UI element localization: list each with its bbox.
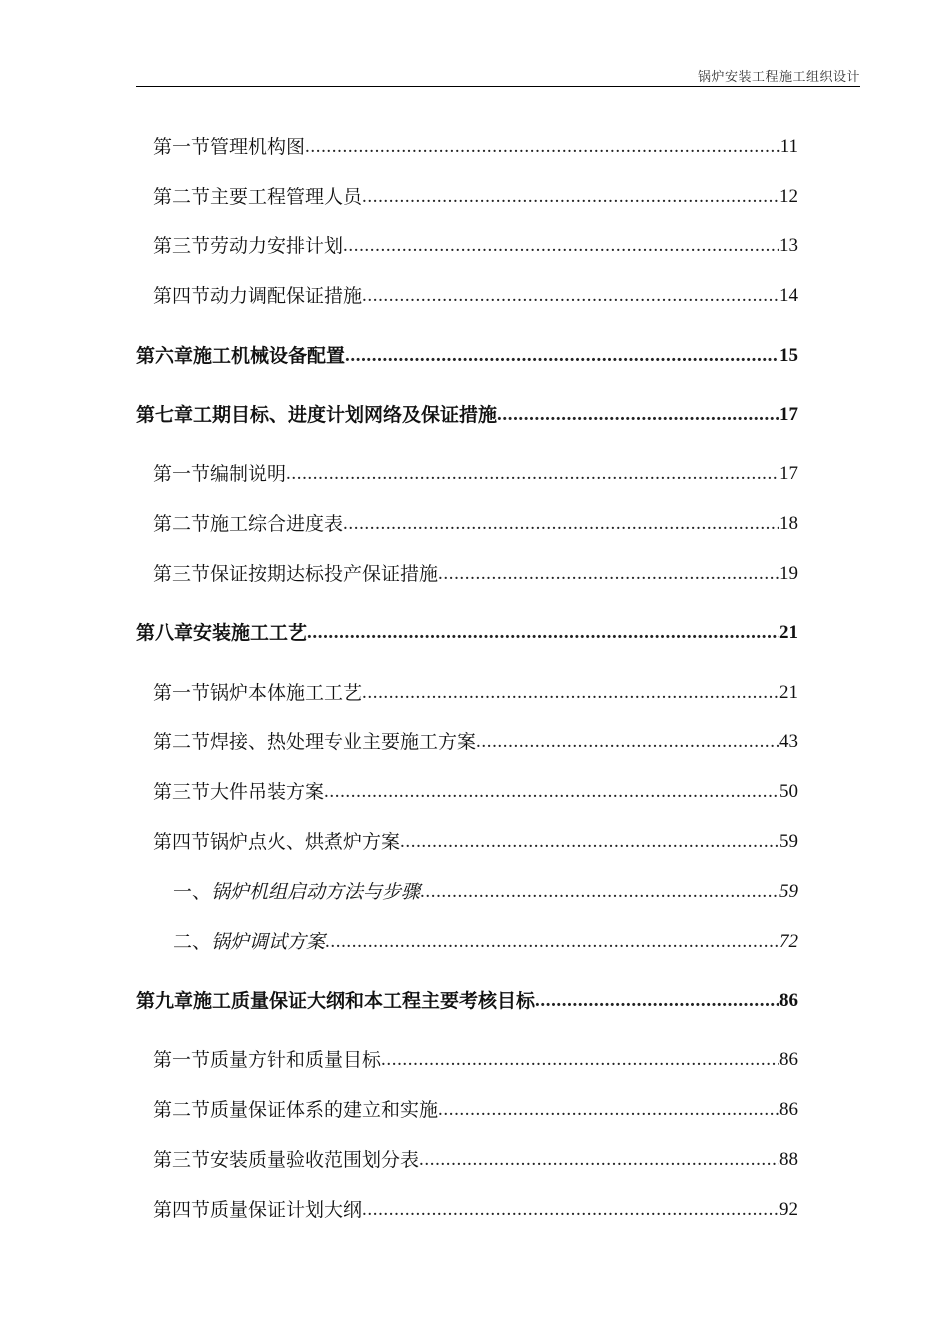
- toc-entry[interactable]: [136, 777, 798, 807]
- toc-entry-number: 第二节: [153, 513, 211, 535]
- dot-leader: [362, 281, 779, 311]
- toc-entry-title: 编制说明: [210, 463, 287, 485]
- toc-entry-number: 第二节: [153, 731, 211, 753]
- toc-entry-number: 第一节: [153, 463, 211, 485]
- toc-entry-title: 焊接、热处理专业主要施工方案: [210, 731, 477, 753]
- toc-entry-title: 管理机构图: [210, 136, 306, 158]
- toc-entry-number: 一、: [173, 881, 212, 903]
- toc-entry[interactable]: [136, 281, 798, 311]
- toc-entry-page: 11: [779, 136, 798, 157]
- toc-entry-page: 50: [779, 781, 798, 802]
- dot-leader: [400, 827, 779, 857]
- toc-entry-page: 17: [779, 404, 798, 425]
- toc-entry-number: 第七章: [136, 404, 194, 426]
- dot-leader: [362, 182, 779, 212]
- toc-subentry[interactable]: [136, 927, 798, 957]
- dot-leader: [325, 927, 779, 957]
- toc-entry-page: 59: [779, 881, 798, 902]
- toc-entry-number: 第四节: [153, 1199, 211, 1221]
- toc-entry-title: 锅炉机组启动方法与步骤: [211, 881, 421, 903]
- toc-entry-number: 第三节: [153, 781, 211, 803]
- toc-entry-title: 劳动力安排计划: [210, 235, 344, 257]
- toc-entry[interactable]: [136, 132, 798, 162]
- dot-leader: [362, 678, 779, 708]
- toc-entry-page: 12: [779, 186, 798, 207]
- toc-entry-page: 15: [779, 345, 798, 366]
- toc-entry-page: 86: [779, 1049, 798, 1070]
- toc-entry-page: 21: [779, 622, 798, 643]
- toc-entry-page: 72: [779, 931, 798, 952]
- dot-leader: [343, 509, 779, 539]
- toc-entry-title: 安装施工工艺: [193, 622, 308, 644]
- dot-leader: [420, 877, 779, 907]
- toc-entry-title: 工期目标、进度计划网络及保证措施: [193, 404, 498, 426]
- toc-chapter-entry[interactable]: [136, 986, 798, 1016]
- toc-entry[interactable]: [136, 1195, 798, 1225]
- toc-entry-number: 第一节: [153, 682, 211, 704]
- toc-subentry[interactable]: [136, 877, 798, 907]
- toc-entry[interactable]: [136, 1095, 798, 1125]
- toc-entry-page: 59: [779, 831, 798, 852]
- toc-entry-page: 19: [779, 563, 798, 584]
- toc-entry-number: 第二节: [153, 186, 211, 208]
- dot-leader: [476, 727, 779, 757]
- toc-entry[interactable]: [136, 678, 798, 708]
- toc-entry-page: 86: [779, 990, 798, 1011]
- toc-chapter-entry[interactable]: [136, 618, 798, 648]
- toc-entry-page: 21: [779, 682, 798, 703]
- toc-entry[interactable]: [136, 559, 798, 589]
- dot-leader: [305, 132, 780, 162]
- toc-entry-title: 锅炉点火、烘煮炉方案: [210, 831, 401, 853]
- toc-entry-title: 大件吊装方案: [210, 781, 325, 803]
- dot-leader: [419, 1145, 779, 1175]
- toc-entry-number: 第四节: [153, 285, 211, 307]
- toc-entry-title: 质量保证计划大纲: [210, 1199, 363, 1221]
- toc-entry-page: 14: [779, 285, 798, 306]
- dot-leader: [345, 341, 779, 371]
- toc-entry-title: 主要工程管理人员: [210, 186, 363, 208]
- toc-entry-number: 第八章: [136, 622, 194, 644]
- dot-leader: [497, 400, 779, 430]
- toc-entry-page: 13: [779, 235, 798, 256]
- dot-leader: [307, 618, 779, 648]
- dot-leader: [381, 1045, 779, 1075]
- toc-entry-number: 第三节: [153, 563, 211, 585]
- toc-entry[interactable]: [136, 459, 798, 489]
- toc-entry[interactable]: [136, 827, 798, 857]
- toc-entry-number: 第三节: [153, 235, 211, 257]
- toc-entry-page: 86: [779, 1099, 798, 1120]
- dot-leader: [343, 231, 779, 261]
- toc-entry-number: 第九章: [136, 990, 194, 1012]
- toc-entry-title: 保证按期达标投产保证措施: [210, 563, 439, 585]
- toc-entry-title: 质量保证体系的建立和实施: [210, 1099, 439, 1121]
- dot-leader: [362, 1195, 779, 1225]
- dot-leader: [438, 1095, 779, 1125]
- toc-entry-number: 二、: [173, 931, 212, 953]
- dot-leader: [324, 777, 779, 807]
- toc-entry-title: 质量方针和质量目标: [210, 1049, 382, 1071]
- toc-entry[interactable]: [136, 509, 798, 539]
- toc-entry-title: 施工机械设备配置: [193, 345, 346, 367]
- toc-entry-title: 施工综合进度表: [210, 513, 344, 535]
- dot-leader: [535, 986, 779, 1016]
- toc-entry-number: 第三节: [153, 1149, 211, 1171]
- toc-entry-number: 第一节: [153, 1049, 211, 1071]
- toc-entry-number: 第二节: [153, 1099, 211, 1121]
- toc-entry[interactable]: [136, 182, 798, 212]
- toc-entry[interactable]: [136, 1045, 798, 1075]
- toc-entry-page: 43: [779, 731, 798, 752]
- running-header-title: 锅炉安装工程施工组织设计: [697, 70, 860, 85]
- toc-entry[interactable]: [136, 231, 798, 261]
- toc-entry-page: 18: [779, 513, 798, 534]
- toc-entry-number: 第四节: [153, 831, 211, 853]
- toc-entry[interactable]: [136, 1145, 798, 1175]
- toc-entry[interactable]: [136, 727, 798, 757]
- toc-entry-page: 92: [779, 1199, 798, 1220]
- toc-chapter-entry[interactable]: [136, 341, 798, 371]
- toc-entry-title: 安装质量验收范围划分表: [210, 1149, 420, 1171]
- toc-entry-title: 锅炉调试方案: [211, 931, 326, 953]
- dot-leader: [438, 559, 779, 589]
- dot-leader: [286, 459, 779, 489]
- toc-entry-title: 动力调配保证措施: [210, 285, 363, 307]
- toc-entry-number: 第一节: [153, 136, 211, 158]
- toc-entry-number: 第六章: [136, 345, 194, 367]
- toc-chapter-entry[interactable]: [136, 400, 798, 430]
- toc-entry-title: 施工质量保证大纲和本工程主要考核目标: [193, 990, 536, 1012]
- toc-entry-page: 88: [779, 1149, 798, 1170]
- toc-entry-title: 锅炉本体施工工艺: [210, 682, 363, 704]
- toc-entry-page: 17: [779, 463, 798, 484]
